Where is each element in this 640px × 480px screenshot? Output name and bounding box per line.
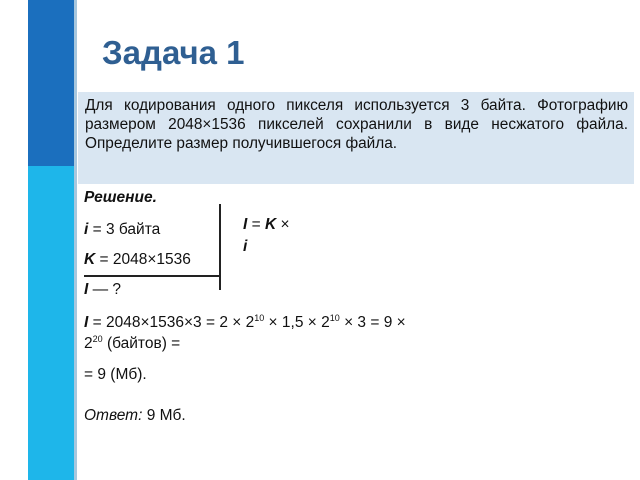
calc-part2: × 1,5 × 2 [264, 314, 330, 331]
calc-exp2: 10 [329, 313, 340, 323]
formula-K: K [264, 216, 277, 233]
calc-line2-base: 2 [84, 335, 93, 352]
formula-line1 [243, 216, 290, 234]
given-k [84, 251, 191, 269]
answer-line [84, 407, 186, 425]
calculation-line1 [84, 313, 406, 332]
given-i-value: = 3 байта [88, 221, 161, 238]
unknown-I-symbol: I [84, 281, 89, 298]
given-i-symbol: i [84, 221, 89, 238]
given-i [84, 221, 160, 239]
calc-part1: = 2048×1536×3 = 2 × 2 [88, 314, 255, 331]
formula-i: i [243, 238, 248, 255]
calc-I: I [84, 314, 89, 331]
calc-part3: × 3 = 9 × [339, 314, 406, 331]
calc-exp1: 10 [254, 313, 265, 323]
formula-equals: = [247, 216, 265, 233]
slide-title: Задача 1 [102, 34, 245, 71]
task-statement-text: Для кодирования одного пикселя используется 3 байта. Фотографию размером 2048×1536 пикселей сохранили в виде несжатого файла. Определите размер получившегося файла. [85, 97, 628, 152]
result-line: = 9 (Мб). [84, 366, 147, 383]
sidebar-divider [74, 0, 77, 480]
sidebar-accent-bottom [28, 166, 74, 480]
given-divider-horizontal [84, 275, 220, 277]
given-k-value: = 2048×1536 [95, 251, 191, 268]
given-divider-vertical [219, 204, 221, 290]
unknown-I-text: — ? [88, 281, 122, 298]
formula-I: I [243, 216, 248, 233]
calculation-line2 [84, 334, 180, 353]
calc-line2-exp: 20 [92, 334, 103, 344]
formula-times: × [276, 216, 290, 233]
sidebar-accent-top [28, 0, 74, 166]
calc-line2-rest: (байтов) = [102, 335, 181, 352]
task-statement-box [78, 92, 634, 184]
unknown-I [84, 281, 121, 299]
answer-label: Ответ: [84, 407, 143, 424]
given-k-symbol: K [84, 251, 96, 268]
solution-heading: Решение. [84, 189, 157, 206]
answer-value: 9 Мб. [142, 407, 186, 424]
